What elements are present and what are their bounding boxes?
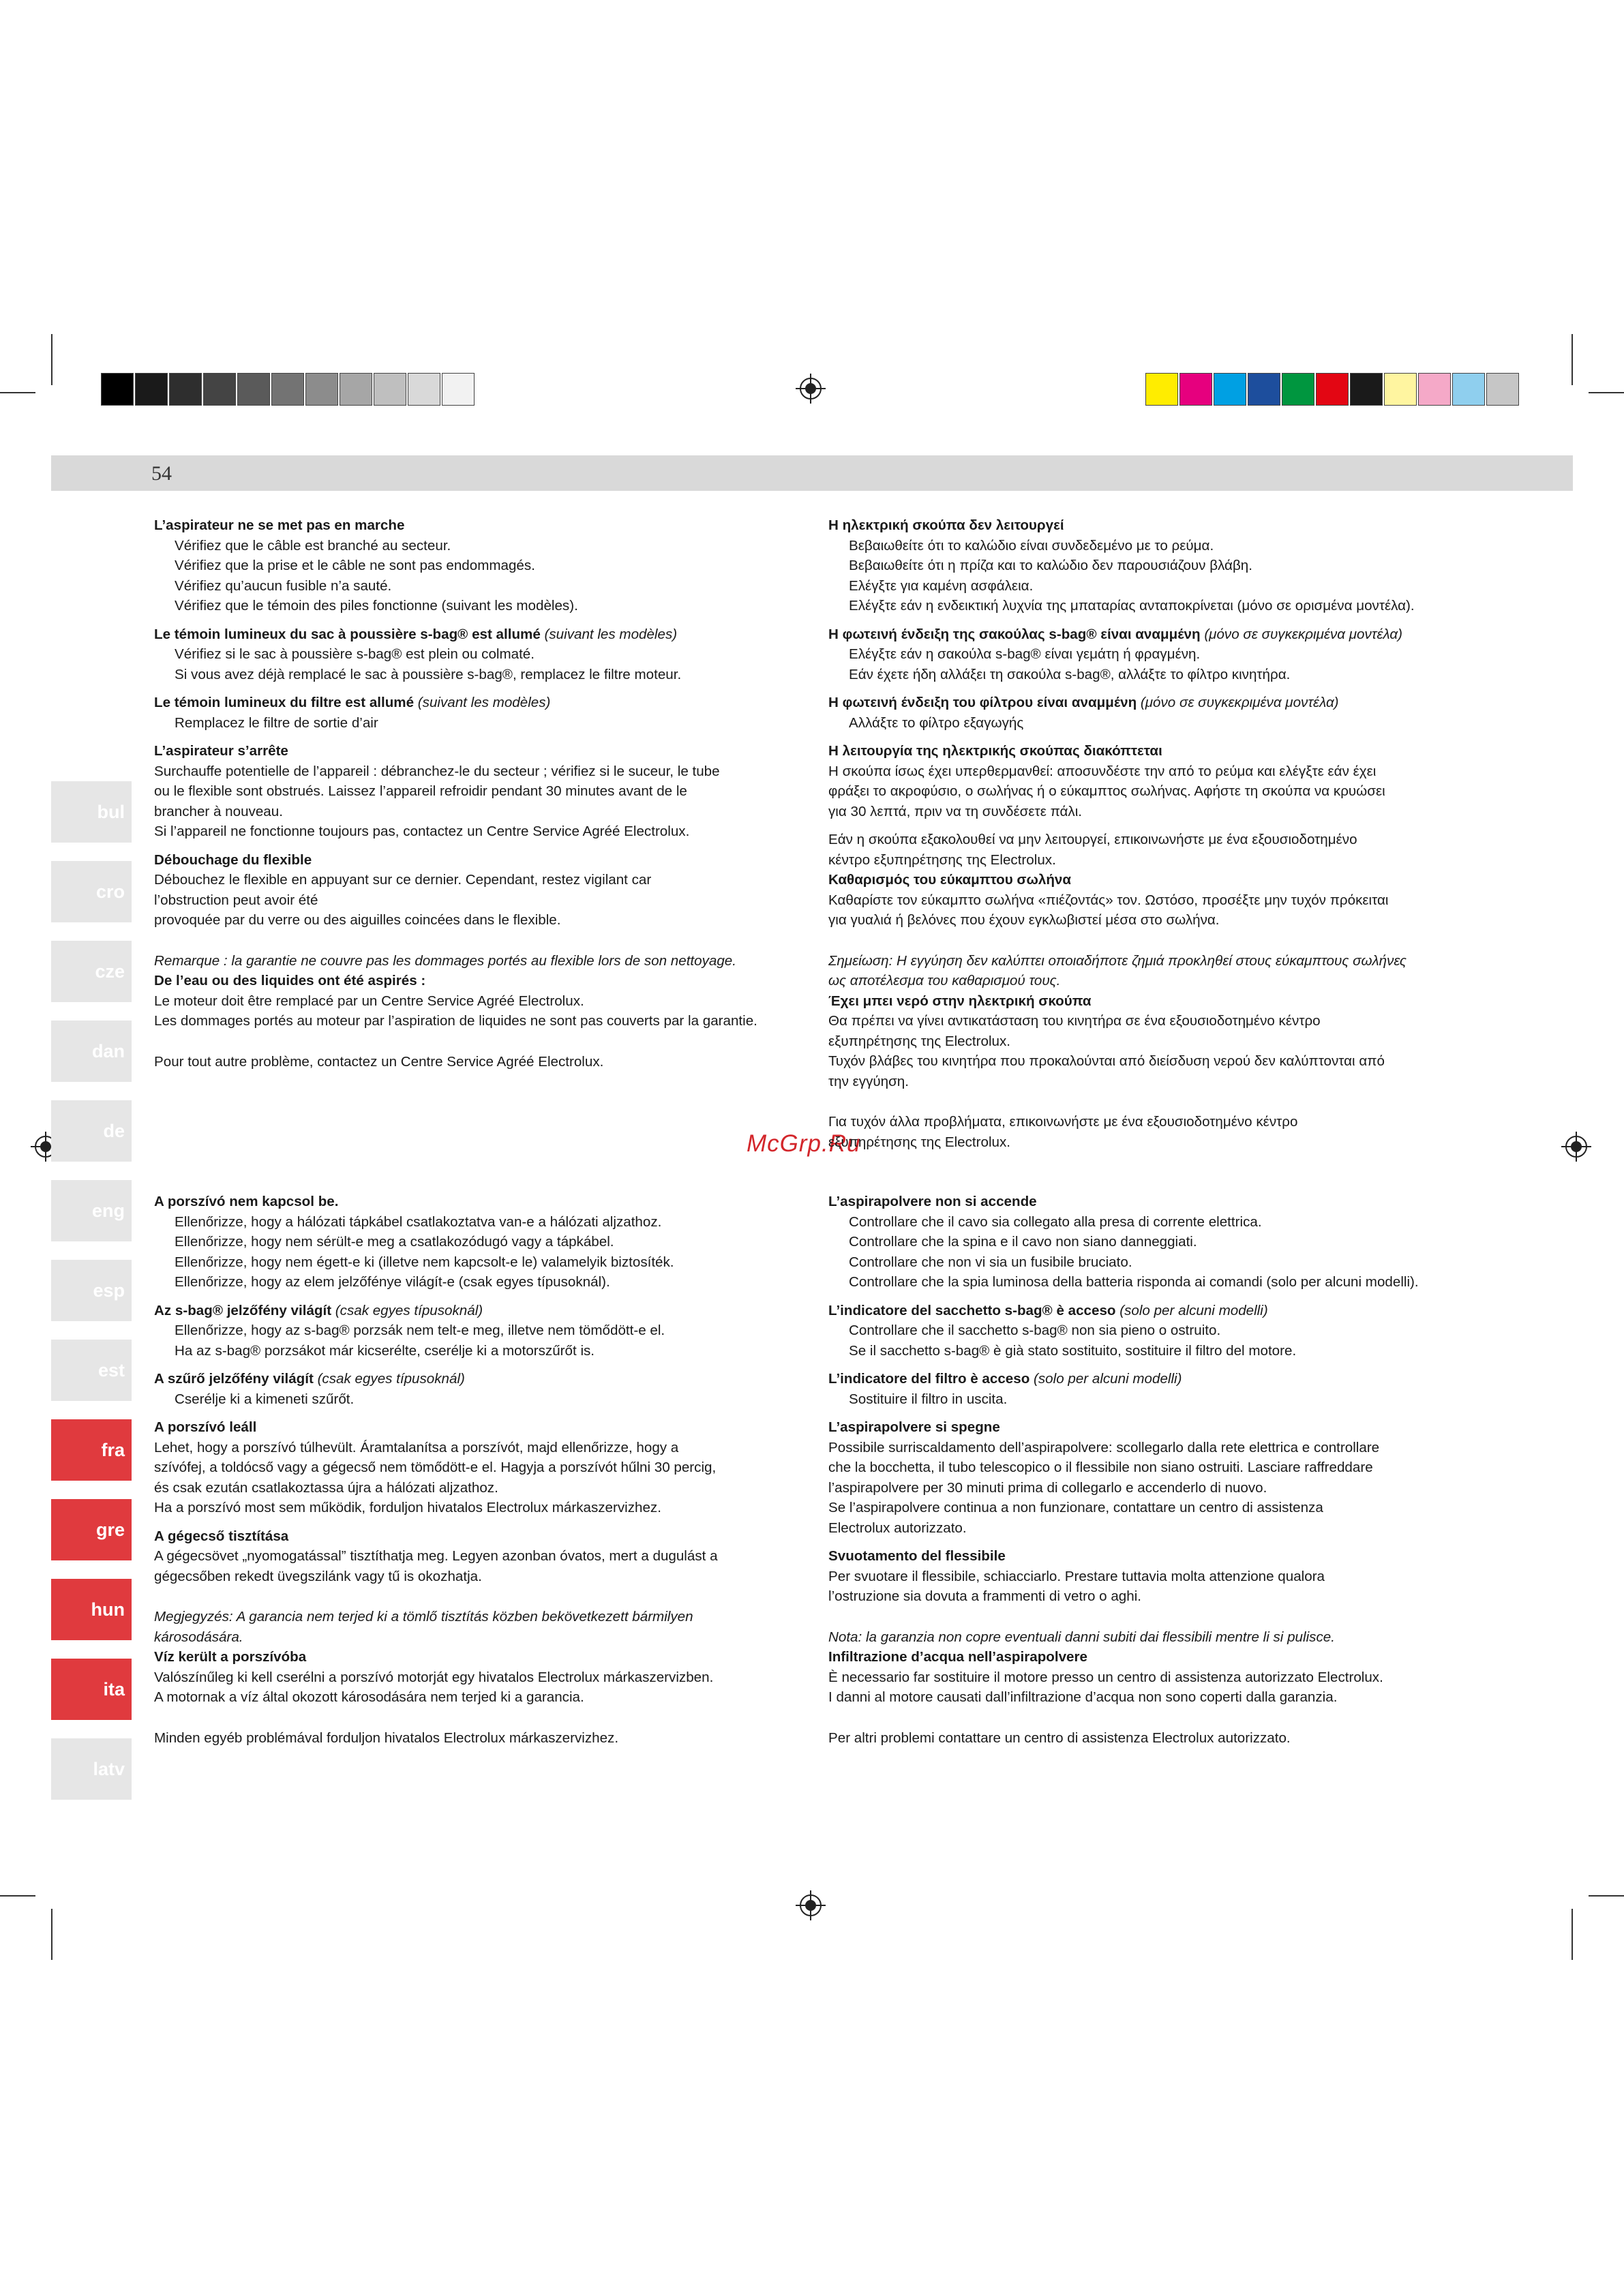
- page-header-bar: [51, 455, 1573, 491]
- language-tab-label: bul: [97, 801, 125, 822]
- text-line: Débouchez le flexible en appuyant sur ce dernier. Cependant, restez vigilant car: [154, 872, 652, 888]
- text-line: A gégecsövet „nyomogatással” tisztíthatja meg. Legyen azonban óvatos, mert a dugulást a: [154, 1548, 718, 1564]
- heading: Η φωτεινή ένδειξη του φίλτρου είναι αναμμένη (μόνο σε συγκεκριμένα μοντέλα): [828, 695, 1339, 710]
- text-line: Per svuotare il flessibile, schiacciarlo. Prestare tuttavia molta attenzione qualora: [828, 1568, 1325, 1584]
- language-tab-est[interactable]: [51, 1340, 132, 1401]
- text-line: Ellenőrizze, hogy a hálózati tápkábel csatlakoztatva van-e a hálózati aljzathoz.: [175, 1213, 662, 1230]
- heading: L’indicatore del sacchetto s-bag® è acceso (solo per alcuni modelli): [828, 1302, 1268, 1318]
- text-line: Possibile surriscaldamento dell’aspirapolvere: scollegarlo dalla rete elettrica e controllare: [828, 1439, 1380, 1455]
- text-line: Ellenőrizze, hogy nem égett-e ki (illetve nem kapcsolt-e le) valamelyik biztosíték.: [175, 1254, 674, 1270]
- text-line: την εγγύηση.: [828, 1073, 909, 1089]
- text-line: Controllare che il sacchetto s-bag® non sia pieno o ostruito.: [849, 1323, 1221, 1338]
- text-line: Lehet, hogy a porszívó túlhevült. Áramtalanítsa a porszívót, majd ellenőrizze, hogy a: [154, 1439, 679, 1455]
- heading: Infiltrazione d’acqua nell’aspirapolvere: [828, 1649, 1087, 1665]
- color-swatch: [203, 373, 236, 406]
- note: Megjegyzés: A garancia nem terjed ki a tömlő tisztítás közben bekövetkezett bármilyen: [154, 1609, 693, 1625]
- text-line: για 30 λεπτά, πριν να τη συνδέσετε πάλι.: [828, 803, 1083, 819]
- registration-mark-icon: [796, 374, 826, 404]
- color-swatch: [305, 373, 338, 406]
- heading: Η λειτουργία της ηλεκτρικής σκούπας διακόπτεται: [828, 743, 1162, 759]
- text-line: Vérifiez si le sac à poussière s-bag® est plein ou colmaté.: [175, 646, 535, 662]
- heading: Le témoin lumineux du filtre est allumé (suivant les modèles): [154, 695, 551, 710]
- text-line: A motornak a víz által okozott károsodására nem terjed ki a garancia.: [154, 1689, 584, 1705]
- text-line: Pour tout autre problème, contactez un Centre Service Agréé Electrolux.: [154, 1053, 604, 1070]
- text-line: κέντρο εξυπηρέτησης της Electrolux.: [828, 851, 1056, 868]
- crop-mark: [1589, 1895, 1624, 1897]
- heading: Le témoin lumineux du sac à poussière s-bag® est allumé (suivant les modèles): [154, 626, 678, 642]
- language-tab-gre[interactable]: [51, 1499, 132, 1560]
- text-line: εξυπηρέτησης της Electrolux.: [828, 1134, 1010, 1150]
- text-line: l’obstruction peut avoir été: [154, 892, 318, 908]
- text-line: Si l’appareil ne fonctionne toujours pas, contactez un Centre Service Agréé Electrolux.: [154, 824, 690, 839]
- text-line: Εάν έχετε ήδη αλλάξει τη σακούλα s-bag®, αλλάξτε το φίλτρο κινητήρα.: [849, 666, 1291, 682]
- watermark: McGrp.Ru: [747, 1130, 861, 1157]
- color-swatch: [1486, 373, 1519, 406]
- text-line: Vérifiez qu’aucun fusible n’a sauté.: [175, 577, 392, 594]
- heading: A gégecső tisztítása: [154, 1528, 289, 1544]
- language-tab-label: cro: [95, 881, 125, 902]
- text-line: Vérifiez que le témoin des piles fonctionne (suivant les modèles).: [175, 598, 578, 614]
- text-line: Minden egyéb problémával forduljon hivatalos Electrolux márkaszervizhez.: [154, 1729, 619, 1746]
- text-line: Vérifiez que le câble est branché au secteur.: [175, 537, 451, 554]
- note: Nota: la garanzia non copre eventuali danni subiti dai flessibili mentre li si pulisce.: [828, 1629, 1335, 1645]
- text-line: Ha a porszívó most sem működik, forduljon hivatalos Electrolux márkaszervizhez.: [154, 1500, 661, 1515]
- heading: L’indicatore del filtro è acceso (solo per alcuni modelli): [828, 1371, 1182, 1387]
- text-line: Se l’aspirapolvere continua a non funzionare, contattare un centro di assistenza: [828, 1500, 1323, 1515]
- page-number: 54: [151, 462, 172, 485]
- text-line: για γυαλιά ή βελόνες που έχουν εγκλωβιστεί μέσα στο σωλήνα.: [828, 912, 1220, 928]
- heading: L’aspirapolvere non si accende: [828, 1194, 1037, 1209]
- text-line: Εάν η σκούπα εξακολουθεί να μην λειτουργεί, επικοινωνήστε με ένα εξουσιοδοτημένο: [828, 832, 1357, 847]
- language-tab-label: eng: [91, 1200, 125, 1221]
- color-swatch: [271, 373, 304, 406]
- heading: Víz került a porszívóba: [154, 1649, 307, 1665]
- language-tab-label: de: [103, 1120, 125, 1141]
- text-line: Θα πρέπει να γίνει αντικατάσταση του κινητήρα σε ένα εξουσιοδοτημένο κέντρο: [828, 1013, 1321, 1029]
- color-swatch: [1179, 373, 1212, 406]
- heading: Svuotamento del flessibile: [828, 1548, 1006, 1564]
- language-tab-bul[interactable]: [51, 781, 132, 843]
- text-line: Καθαρίστε τον εύκαμπτο σωλήνα «πιέζοντάς» τον. Ωστόσο, προσέξτε μην τυχόν πρόκειται: [828, 892, 1389, 908]
- text-line: Valószínűleg ki kell cserélni a porszívó motorját egy hivatalos Electrolux márkaszervizben.: [154, 1669, 714, 1685]
- text-line: Vérifiez que la prise et le câble ne sont pas endommagés.: [175, 558, 535, 573]
- crop-mark: [1589, 392, 1624, 393]
- text-line: Per altri problemi contattare un centro di assistenza Electrolux autorizzato.: [828, 1729, 1291, 1746]
- text-line: Controllare che non vi sia un fusibile bruciato.: [849, 1254, 1132, 1270]
- text-line: brancher à nouveau.: [154, 803, 283, 819]
- section-italian: [828, 1192, 1510, 1748]
- heading: Η ηλεκτρική σκούπα δεν λειτουργεί: [828, 517, 1064, 533]
- text-line: I danni al motore causati dall’infiltrazione d’acqua non sono coperti dalla garanzia.: [828, 1689, 1338, 1705]
- text-line: È necessario far sostituire il motore presso un centro di assistenza autorizzato Electrolux.: [828, 1669, 1383, 1685]
- section-french: [154, 515, 836, 1072]
- language-tab-latv[interactable]: [51, 1738, 132, 1800]
- text-line: Ελέγξτε για καμένη ασφάλεια.: [849, 577, 1034, 594]
- heading: Az s-bag® jelzőfény világít (csak egyes típusoknál): [154, 1302, 483, 1318]
- heading: A porszívó nem kapcsol be.: [154, 1194, 339, 1209]
- text-line: φράξει το ακροφύσιο, ο σωλήνας ή ο εύκαμπτος σωλήνας. Αφήστε τη σκούπα να κρυώσει: [828, 783, 1385, 799]
- color-swatch: [340, 373, 372, 406]
- section-greek: [828, 515, 1510, 1152]
- note: ως αποτέλεσμα του καθαρισμού τους.: [828, 973, 1061, 988]
- language-tab-hun[interactable]: [51, 1579, 132, 1640]
- heading: A szűrő jelzőfény világít (csak egyes típusoknál): [154, 1371, 465, 1387]
- language-tab-label: esp: [93, 1280, 125, 1301]
- text-line: Για τυχόν άλλα προβλήματα, επικοινωνήστε με ένα εξουσιοδοτημένο κέντρο: [828, 1114, 1298, 1130]
- text-line: Ελέγξτε εάν η σακούλα s-bag® είναι γεμάτη ή φραγμένη.: [849, 646, 1201, 662]
- text-line: Controllare che la spia luminosa della batteria risponda ai comandi (solo per alcuni modelli).: [849, 1274, 1419, 1290]
- language-tab-label: ita: [103, 1678, 125, 1700]
- text-line: Si vous avez déjà remplacé le sac à poussière s-bag®, remplacez le filtre moteur.: [175, 666, 682, 682]
- language-tab-label: cze: [95, 961, 125, 982]
- heading: L’aspirateur s’arrête: [154, 743, 288, 759]
- language-tab-ita[interactable]: [51, 1659, 132, 1720]
- heading: Έχει μπει νερό στην ηλεκτρική σκούπα: [828, 993, 1092, 1009]
- language-tab-cze[interactable]: [51, 941, 132, 1002]
- text-line: provoquée par du verre ou des aiguilles coincées dans le flexible.: [154, 912, 561, 928]
- color-swatch: [237, 373, 270, 406]
- text-line: l’ostruzione sia dovuta a frammenti di vetro o aghi.: [828, 1588, 1142, 1604]
- text-line: che la bocchetta, il tubo telescopico o il flessibile non siano ostruiti. Lasciare raffreddare: [828, 1460, 1373, 1475]
- heading: L’aspirateur ne se met pas en marche: [154, 517, 405, 533]
- text-line: Cserélje ki a kimeneti szűrőt.: [175, 1391, 355, 1407]
- text-line: εξυπηρέτησης της Electrolux.: [828, 1033, 1010, 1049]
- language-tab-label: gre: [95, 1519, 125, 1540]
- text-line: szívófej, a toldócső vagy a gégecső nem tömődött-e el. Hagyja a porszívót hűlni 30 percig,: [154, 1460, 717, 1475]
- text-line: Τυχόν βλάβες του κινητήρα που προκαλούνται από διείσδυση νερού δεν καλύπτονται από: [828, 1053, 1385, 1069]
- color-swatch: [374, 373, 406, 406]
- color-swatch: [101, 373, 134, 406]
- text-line: Electrolux autorizzato.: [828, 1520, 967, 1536]
- text-line: és csak ezután csatlakoztassa újra a hálózati aljzathoz.: [154, 1479, 498, 1496]
- heading: Καθαρισμός του εύκαμπτου σωλήνα: [828, 872, 1072, 888]
- heading: Débouchage du flexible: [154, 851, 312, 868]
- color-swatch: [1145, 373, 1178, 406]
- registration-mark-icon: [1561, 1132, 1591, 1162]
- crop-mark: [0, 1895, 35, 1897]
- text-line: Surchauffe potentielle de l’appareil : débranchez-le du secteur ; vérifiez si le suceur, le tube: [154, 763, 720, 779]
- heading: Η φωτεινή ένδειξη της σακούλας s-bag® είναι αναμμένη (μόνο σε συγκεκριμένα μοντέλα): [828, 626, 1402, 642]
- language-tab-fra[interactable]: [51, 1419, 132, 1481]
- text-line: Ελέγξτε εάν η ενδεικτική λυχνία της μπαταρίας ανταποκρίνεται (μόνο σε ορισμένα μοντέλα).: [849, 598, 1415, 614]
- color-swatch: [408, 373, 440, 406]
- note: károsodására.: [154, 1629, 243, 1645]
- text-line: Controllare che la spina e il cavo non siano danneggiati.: [849, 1234, 1197, 1250]
- text-line: Se il sacchetto s-bag® è già stato sostituito, sostituire il filtro del motore.: [849, 1342, 1297, 1359]
- color-swatch: [169, 373, 202, 406]
- text-line: Sostituire il filtro in uscita.: [849, 1391, 1008, 1407]
- color-swatch: [1316, 373, 1349, 406]
- color-swatch: [1248, 373, 1280, 406]
- language-tab-label: est: [97, 1359, 125, 1380]
- language-tab-label: dan: [91, 1040, 125, 1061]
- color-swatch: [442, 373, 475, 406]
- text-line: Βεβαιωθείτε ότι το καλώδιο είναι συνδεδεμένο με το ρεύμα.: [849, 537, 1214, 554]
- language-tab-cro[interactable]: [51, 861, 132, 922]
- text-line: gégecsőben rekedt üvegszilánk vagy tű is okozhatja.: [154, 1568, 482, 1584]
- text-line: Remplacez le filtre de sortie d’air: [175, 714, 378, 731]
- color-swatch: [1418, 373, 1451, 406]
- language-tab-label: hun: [91, 1599, 125, 1620]
- text-line: ou le flexible sont obstrués. Laissez l’appareil refroidir pendant 30 minutes avant de le: [154, 783, 687, 799]
- language-tab-label: latv: [93, 1758, 125, 1779]
- text-line: Ellenőrizze, hogy az elem jelzőfénye világít-e (csak egyes típusoknál).: [175, 1274, 610, 1290]
- color-swatch: [1282, 373, 1314, 406]
- text-line: l’aspirapolvere per 30 minuti prima di collegarlo e accenderlo di nuovo.: [828, 1479, 1267, 1496]
- note: Σημείωση: Η εγγύηση δεν καλύπτει οποιαδήποτε ζημιά προκληθεί στους εύκαμπτους σωλήνες: [828, 952, 1407, 969]
- text-line: Ha az s-bag® porzsákot már kicserélte, cserélje ki a motorszűrőt is.: [175, 1342, 595, 1359]
- language-tab-eng[interactable]: [51, 1180, 132, 1241]
- color-swatch: [135, 373, 168, 406]
- text-line: Η σκούπα ίσως έχει υπερθερμανθεί: αποσυνδέστε την από το ρεύμα και ελέγξτε εάν έχει: [828, 763, 1377, 779]
- note: Remarque : la garantie ne couvre pas les dommages portés au flexible lors de son nettoyage.: [154, 952, 736, 969]
- text-line: Ellenőrizze, hogy az s-bag® porzsák nem telt-e meg, illetve nem tömődött-e el.: [175, 1323, 665, 1338]
- crop-mark: [51, 1909, 52, 1960]
- text-line: Les dommages portés au moteur par l’aspiration de liquides ne sont pas couverts par la garantie.: [154, 1013, 757, 1029]
- crop-mark: [0, 392, 35, 393]
- crop-mark: [1572, 334, 1573, 385]
- text-line: Ellenőrizze, hogy nem sérült-e meg a csatlakozódugó vagy a tápkábel.: [175, 1234, 614, 1250]
- text-line: Le moteur doit être remplacé par un Centre Service Agréé Electrolux.: [154, 993, 584, 1009]
- language-tab-de[interactable]: [51, 1100, 132, 1162]
- crop-mark: [51, 334, 52, 385]
- section-hungarian: [154, 1192, 836, 1748]
- language-tab-label: fra: [101, 1439, 125, 1460]
- text-line: Βεβαιωθείτε ότι η πρίζα και το καλώδιο δεν παρουσιάζουν βλάβη.: [849, 558, 1252, 573]
- text-line: Controllare che il cavo sia collegato alla presa di corrente elettrica.: [849, 1213, 1262, 1230]
- crop-mark: [1572, 1909, 1573, 1960]
- text-line: Αλλάξτε το φίλτρο εξαγωγής: [849, 714, 1024, 731]
- language-tab-dan[interactable]: [51, 1021, 132, 1082]
- heading: De l’eau ou des liquides ont été aspirés :: [154, 973, 426, 988]
- color-swatch: [1350, 373, 1383, 406]
- registration-mark-icon: [796, 1890, 826, 1920]
- heading: A porszívó leáll: [154, 1419, 257, 1435]
- color-swatch: [1214, 373, 1246, 406]
- color-swatch: [1452, 373, 1485, 406]
- heading: L’aspirapolvere si spegne: [828, 1419, 1000, 1435]
- color-swatch: [1384, 373, 1417, 406]
- language-tab-esp[interactable]: [51, 1260, 132, 1321]
